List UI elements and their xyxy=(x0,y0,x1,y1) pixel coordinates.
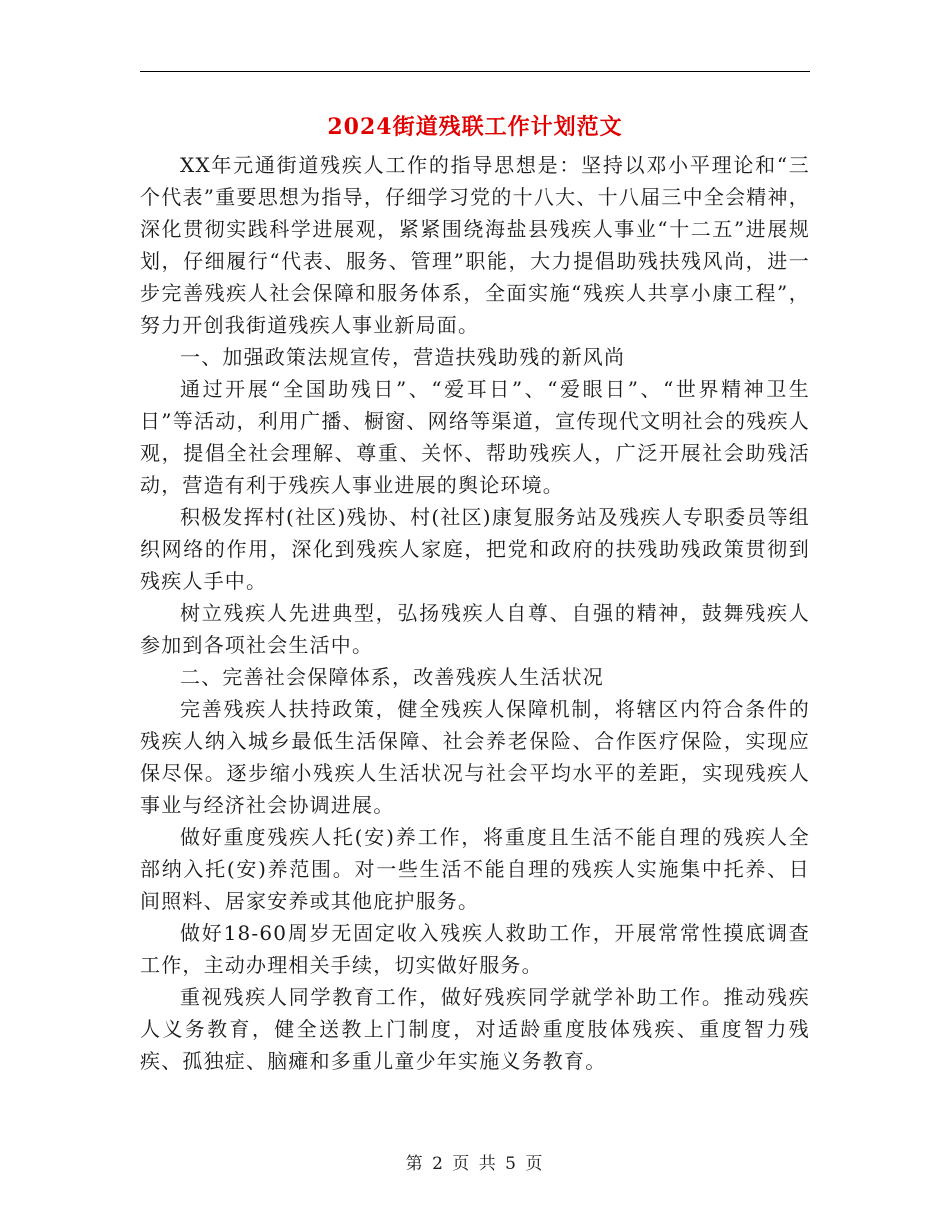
paragraph-severe-care: 做好重度残疾人托(安)养工作，将重度且生活不能自理的残疾人全部纳入托(安)养范围。对一些生活不能自理的残疾人实施集中托养、日间照料、居家安养或其他庇护服务。 xyxy=(140,825,810,913)
paragraph-guiding-ideology: XX年元通街道残疾人工作的指导思想是：坚持以邓小平理论和“三个代表”重要思想为指导，仔细学习党的十八大、十八届三中全会精神，深化贯彻实践科学进展观，紧紧围绕海盐县残疾人事业“十二五”进展规划，仔细履行“代表、服务、管理”职能，大力提倡助残扶残风尚，进一步完善残疾人社会保障和服务体系，全面实施“残疾人共享小康工程”，努力开创我街道残疾人事业新局面。 xyxy=(140,153,810,337)
paragraph-education: 重视残疾人同学教育工作，做好残疾同学就学补助工作。推动残疾人义务教育，健全送教上门制度，对适龄重度肢体残疾、重度智力残疾、孤独症、脑瘫和多重儿童少年实施义务教育。 xyxy=(140,985,810,1073)
section-heading-2: 二、完善社会保障体系，改善残疾人生活状况 xyxy=(180,665,604,689)
paragraph-income-relief: 做好18-60周岁无固定收入残疾人救助工作，开展常常性摸底调查工作，主动办理相关手续，切实做好服务。 xyxy=(140,921,810,977)
paragraph-publicity-activities: 通过开展“全国助残日”、“爱耳日”、“爱眼日”、“世界精神卫生日”等活动，利用广播、橱窗、网络等渠道，宣传现代文明社会的残疾人观，提倡全社会理解、尊重、关怀、帮助残疾人，广泛开展社会助残活动，营造有利于残疾人事业进展的舆论环境。 xyxy=(140,377,810,497)
document-body xyxy=(140,149,810,1077)
document-title: 2024街道残联工作计划范文 xyxy=(327,114,623,140)
header-rule xyxy=(140,71,810,72)
section-heading-1: 一、加强政策法规宣传，营造扶残助残的新风尚 xyxy=(180,345,626,369)
paragraph-role-models: 树立残疾人先进典型，弘扬残疾人自尊、自强的精神，鼓舞残疾人参加到各项社会生活中。 xyxy=(140,601,810,657)
paragraph-support-policy: 完善残疾人扶持政策，健全残疾人保障机制，将辖区内符合条件的残疾人纳入城乡最低生活保障、社会养老保险、合作医疗保险，实现应保尽保。逐步缩小残疾人生活状况与社会平均水平的差距，实现残疾人事业与经济社会协调进展。 xyxy=(140,697,810,817)
paragraph-organization-network: 积极发挥村(社区)残协、村(社区)康复服务站及残疾人专职委员等组织网络的作用，深化到残疾人家庭，把党和政府的扶残助残政策贯彻到残疾人手中。 xyxy=(140,505,810,593)
page-number-footer: 第 2 页 共 5 页 xyxy=(405,1154,545,1174)
